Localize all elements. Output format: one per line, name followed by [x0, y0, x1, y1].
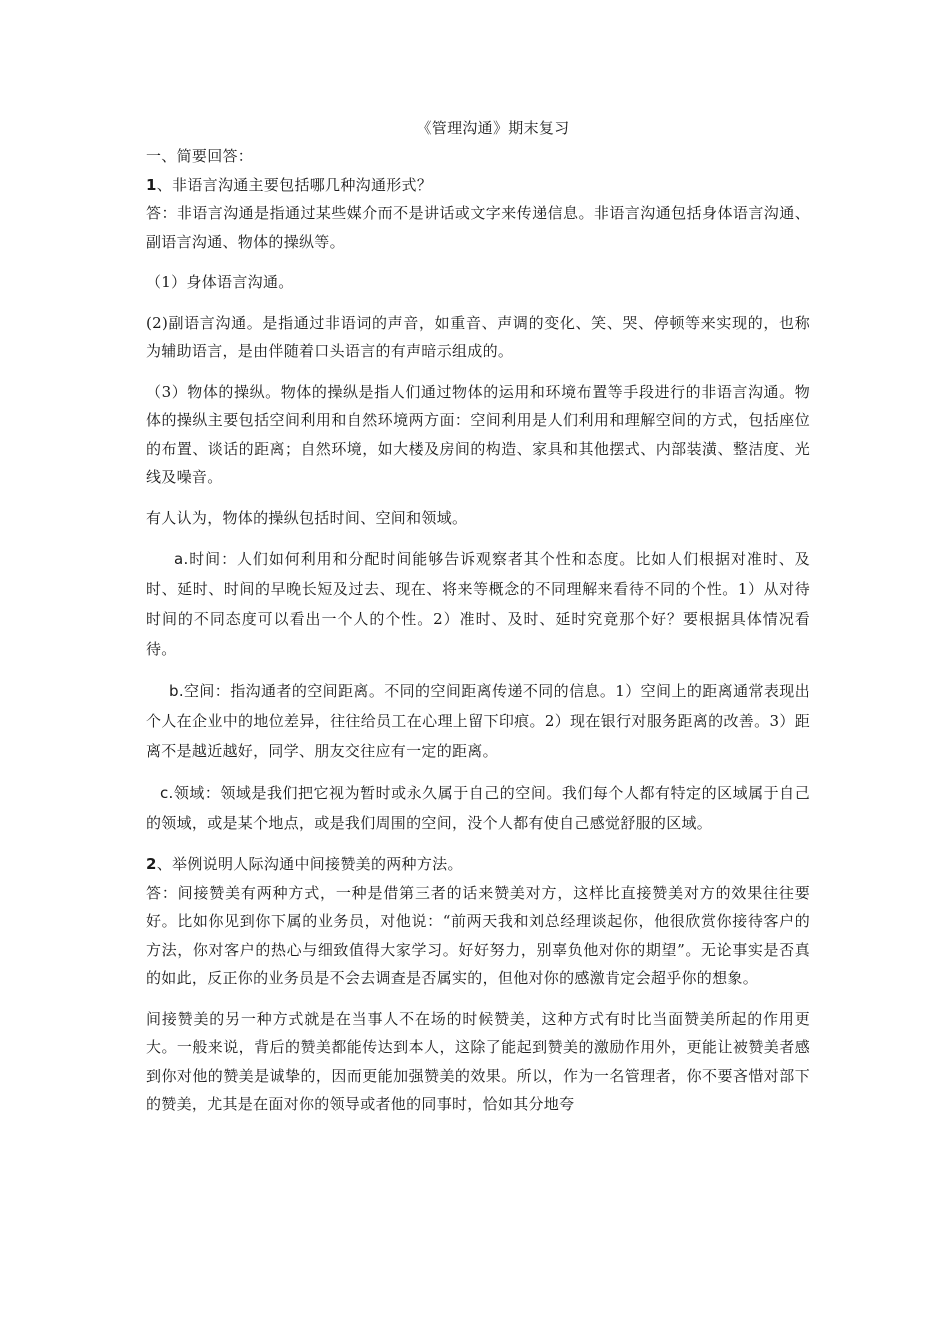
- question-1: [146, 171, 810, 200]
- question-1-text: 、非语言沟通主要包括哪几种沟通形式？: [156, 175, 433, 194]
- document-body: [146, 114, 810, 1119]
- point-c-text: 领域：领域是我们把它视为暂时或永久属于自己的空间。我们每个人都有特定的区域属于自己的领域，或是某个地点，或是我们周围的空间，没个人都有使自己感觉舒服的区域。: [146, 784, 810, 832]
- question-1-answer: 答：非语言沟通是指通过某些媒介而不是讲话或文字来传递信息。非语言沟通包括身体语言沟通、副语言沟通、物体的操纵等。: [146, 204, 810, 251]
- point-a-label: a.: [174, 550, 189, 568]
- question-1-number: 1: [146, 175, 157, 194]
- document-title: 《管理沟通》期末复习: [416, 119, 570, 137]
- point-c: [146, 778, 810, 838]
- question-2: [146, 850, 810, 879]
- answer-item-1: （1）身体语言沟通。: [146, 273, 294, 291]
- question-2-paragraph-2: 间接赞美的另一种方式就是在当事人不在场的时候赞美，这种方式有时比当面赞美所起的作用更大。一般来说，背后的赞美都能传达到本人，这除了能起到赞美的激励作用外，更能让被赞美者感到你对他的赞美是诚挚的，因而更能加强赞美的效果。所以，作为一名管理者，你不要吝惜对部下的赞美，尤其是在面对你的领导或者他的同事时，恰如其分地夸: [146, 1009, 810, 1113]
- point-c-label: c.: [160, 784, 174, 802]
- point-a-text: 时间：人们如何利用和分配时间能够告诉观察者其个性和态度。比如人们根据对准时、及时、延时、时间的早晚长短及过去、现在、将来等概念的不同理解来看待不同的个性。1）从对待时间的不同态度可以看出一个人的个性。2）准时、及时、延时究竟那个好？要根据具体情况看待。: [146, 550, 810, 658]
- question-2-number: 2: [146, 855, 157, 873]
- answer-item-2: (2)副语言沟通。是指通过非语词的声音，如重音、声调的变化、笑、哭、停顿等来实现的，也称为辅助语言，是由伴随着口头语言的有声暗示组成的。: [146, 313, 810, 360]
- point-a: [146, 544, 810, 664]
- point-b: [146, 676, 810, 766]
- point-b-text: 空间：指沟通者的空间距离。不同的空间距离传递不同的信息。1）空间上的距离通常表现出个人在企业中的地位差异，往往给员工在心理上留下印痕。2）现在银行对服务距离的改善。3）距离不是越近越好，同学、朋友交往应有一定的距离。: [146, 682, 810, 760]
- answer-note: 有人认为，物体的操纵包括时间、空间和领域。: [146, 508, 468, 527]
- answer-item-3: （3）物体的操纵。物体的操纵是指人们通过物体的运用和环境布置等手段进行的非语言沟通。物体的操纵主要包括空间利用和自然环境两方面：空间利用是人们利用和理解空间的方式，包括座位的布置、谈话的距离；自然环境，如大楼及房间的构造、家具和其他摆式、内部装潢、整洁度、光线及噪音。: [146, 382, 810, 486]
- point-b-label: b.: [169, 682, 184, 700]
- question-2-answer: 答：间接赞美有两种方式，一种是借第三者的话来赞美对方，这样比直接赞美对方的效果往往要好。比如你见到你下属的业务员，对他说：“前两天我和刘总经理谈起你，他很欣赏你接待客户的方法，你对客户的热心与细致值得大家学习。好好努力，别辜负他对你的期望”。无论事实是否真的如此，反正你的业务员是不会去调查是否属实的，但他对你的感激肯定会超乎你的想象。: [146, 883, 810, 987]
- section-heading: 一、简要回答：: [146, 147, 254, 165]
- question-2-text: 、举例说明人际沟通中间接赞美的两种方法。: [156, 855, 463, 873]
